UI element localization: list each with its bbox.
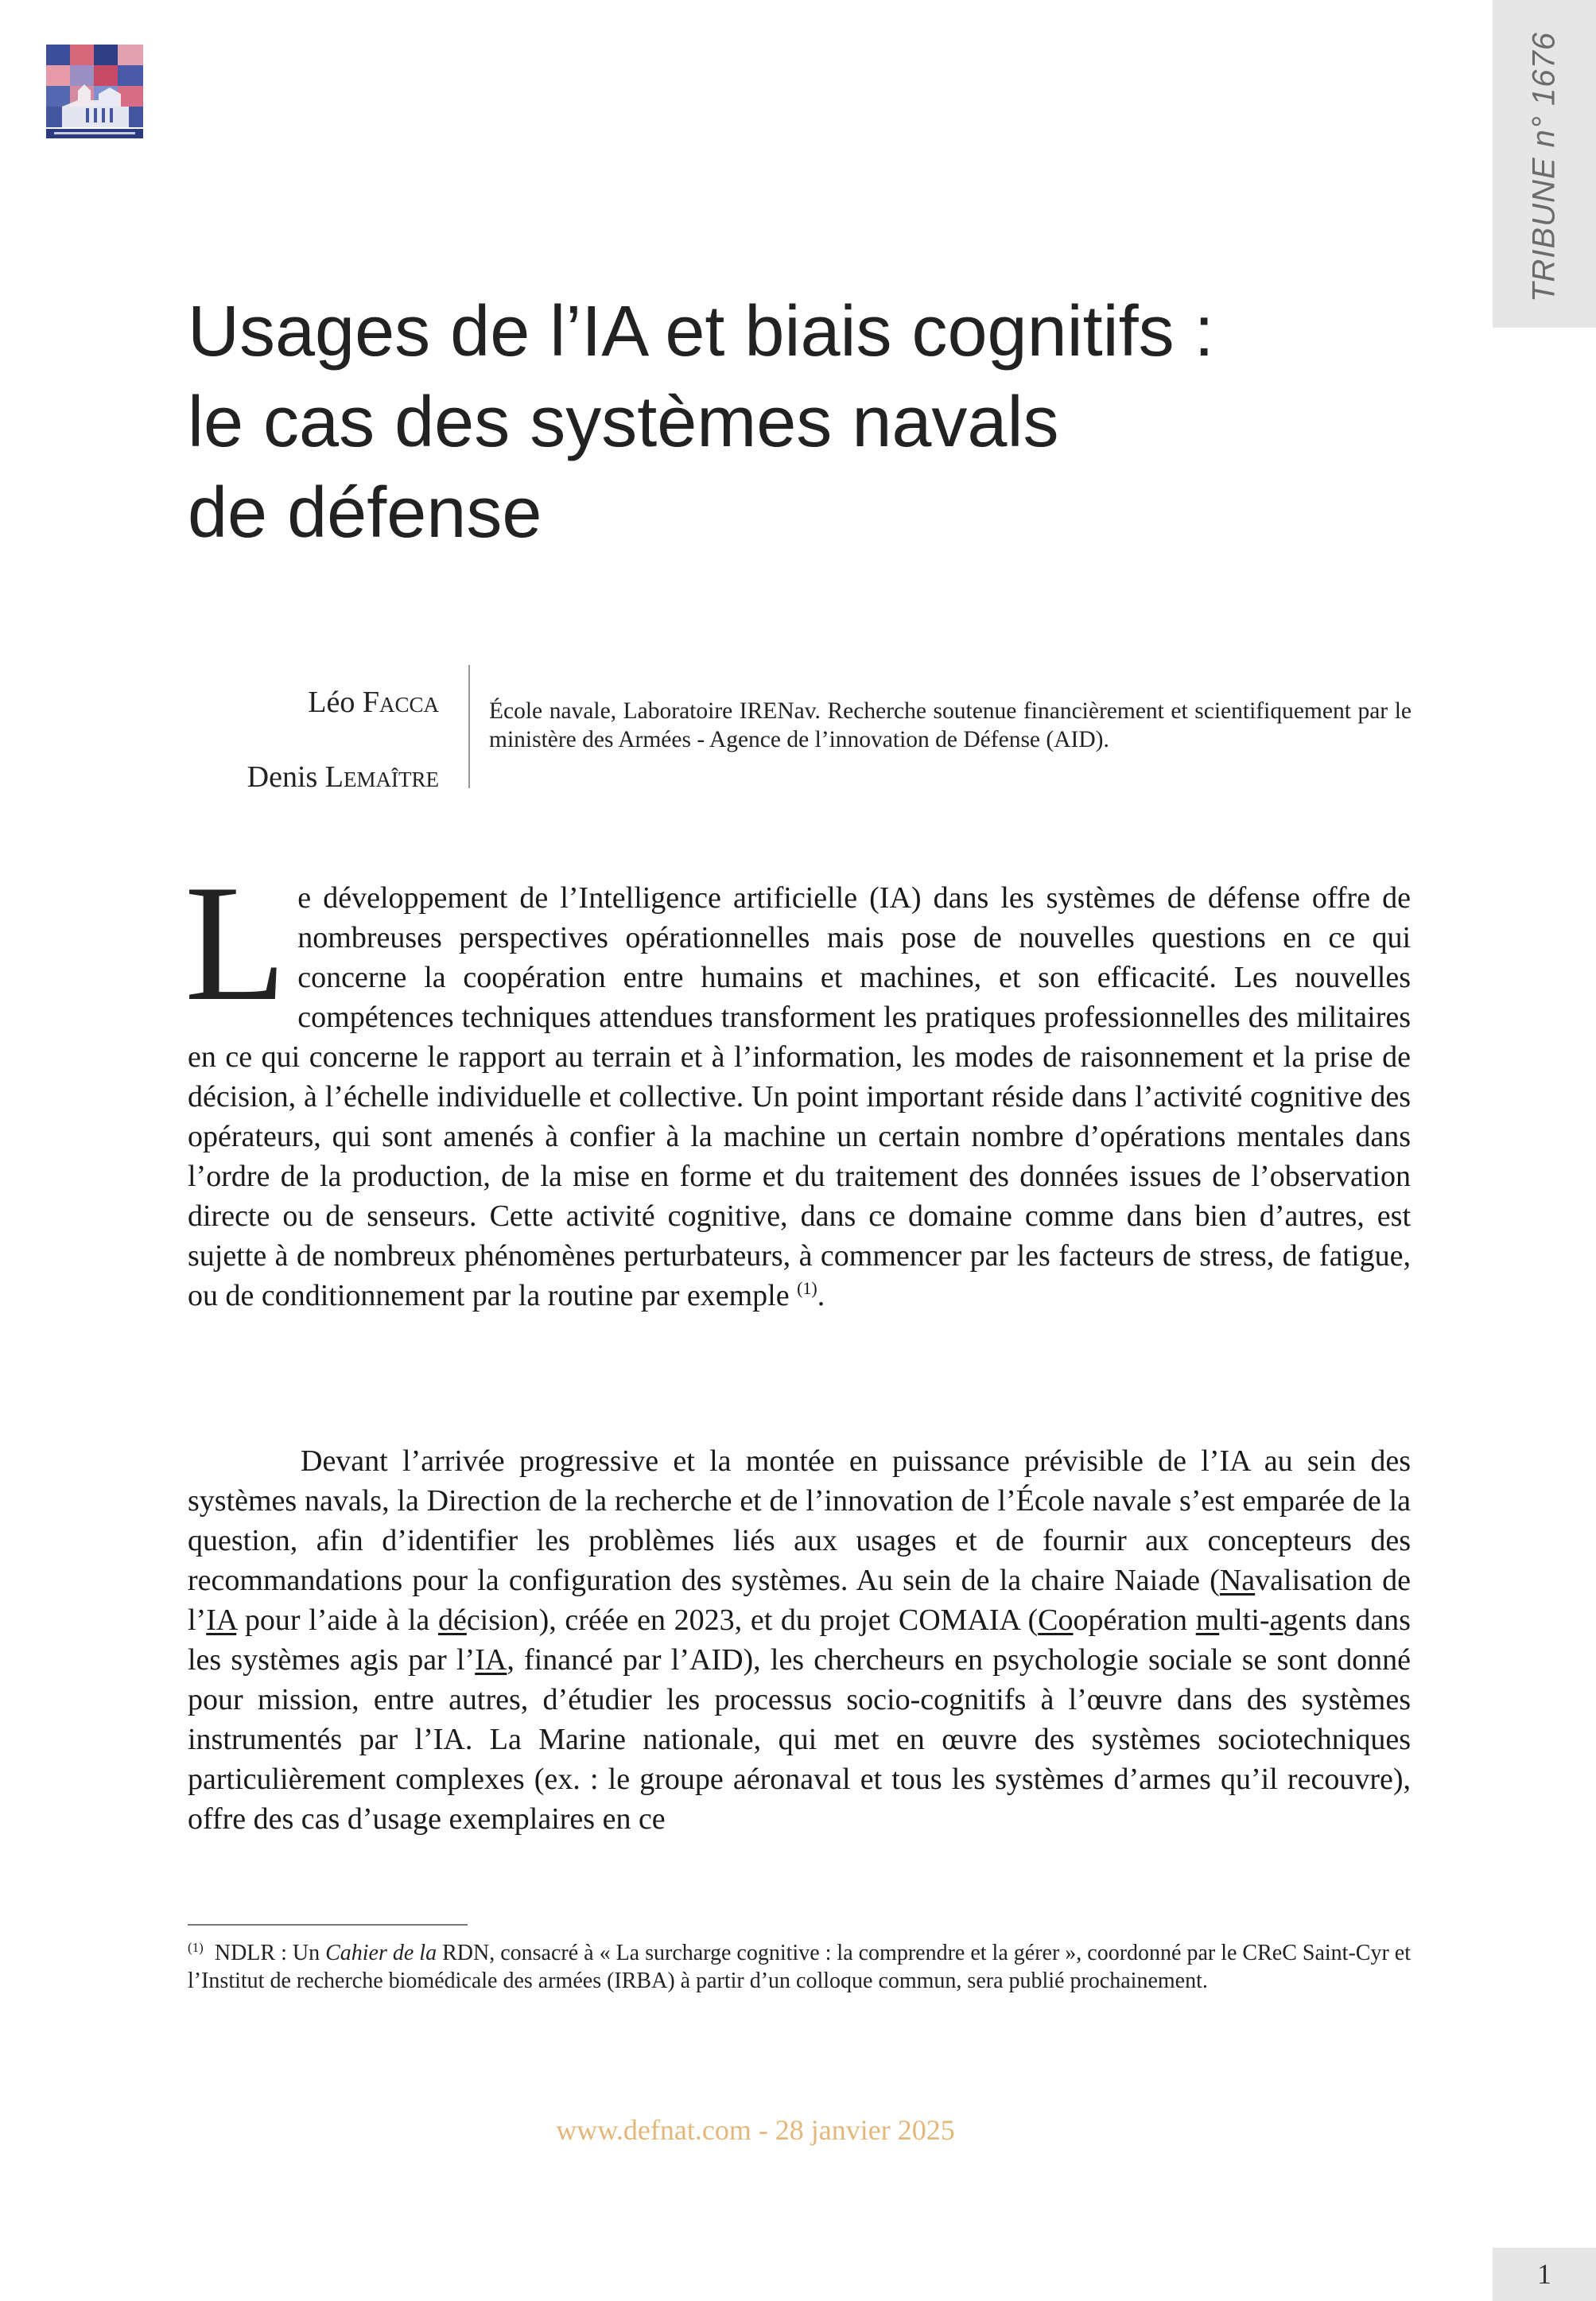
acronym-underline: Co — [1038, 1603, 1074, 1637]
acronym-underline: Na — [1219, 1564, 1256, 1597]
footnote-divider — [188, 1924, 468, 1926]
title-line: de défense — [188, 473, 542, 553]
publisher-logo — [46, 45, 143, 140]
title-line: le cas des systèmes navals — [188, 383, 1059, 462]
text-run: valisation de l’ — [188, 1564, 1411, 1637]
author — [188, 740, 439, 814]
author — [188, 665, 439, 740]
series-tab — [1493, 0, 1596, 328]
footnote-text: NDLR : Un — [214, 1941, 326, 1965]
paragraph-text: e développement de l’Intelligence artificielle (IA) dans les systèmes de défense offre de nombreuses perspectives opérationnelles mais pose de nouvelles questions en ce qui concerne la coopération entre humains et machines, et son efficacité. Les nouvelles compétences techniques attendues transforment les pratiques professionnelles des militaires en ce qui concerne le rapport au terrain et à l’information, les modes de raisonnement et la prise de décision, à l’échelle individuelle et collective. Un point important réside dans l’activité cognitive des opérateurs, qui sont amenés à confier à la machine un certain nombre d’opérations mentales dans l’ordre de la production, de la mise en forme et du traitement des données issues de l’observation directe ou de senseurs. Cette activité cognitive, dans ce domaine comme dans bien d’autres, est sujette à de nombreux phénomènes perturbateurs, à commencer par les facteurs de stress, de fatigue, ou de conditionnement par la routine par exemple — [188, 881, 1411, 1312]
paragraph-end: . — [817, 1279, 825, 1312]
footnote-reference[interactable]: (1) — [797, 1278, 817, 1298]
footnote-italic-title: Cahier de la — [325, 1941, 437, 1965]
page-footer[interactable]: www.defnat.com - 28 janvier 2025 — [556, 2114, 955, 2146]
author-last-name: Facca — [362, 686, 439, 719]
text-run: pour l’aide à la — [236, 1603, 438, 1637]
author-first-name: Léo — [308, 686, 355, 719]
title-line: Usages de l’IA et biais cognitifs : — [188, 292, 1214, 371]
acronym-underline: dé — [437, 1603, 467, 1637]
drop-cap: L — [184, 851, 287, 1036]
text-run: opération — [1073, 1603, 1196, 1637]
page-number-box — [1493, 2248, 1596, 2301]
author-divider — [468, 665, 470, 788]
ecole-militaire-logo-icon — [46, 45, 143, 140]
footnote — [188, 1939, 1411, 1995]
article-title — [188, 286, 1460, 558]
body-paragraph — [188, 1441, 1411, 1839]
author-first-name: Denis — [247, 760, 318, 794]
text-run: ulti- — [1219, 1603, 1270, 1637]
acronym-underline: IA — [206, 1603, 237, 1637]
tribune-number: TRIBUNE n° 1676 — [1526, 31, 1562, 303]
text-run: , financé par l’AID), les chercheurs en psychologie sociale se sont donné pour mission, entre autres, d’étudier les processus socio-cognitifs à l’œuvre dans des systèmes instrumentés par l’IA. La Marine nationale, qui met en œuvre des systèmes sociotechniques particulièrement complexes (ex. : le groupe aéronaval et tous les systèmes d’armes qu’il recouvre), offre des cas d’usage exemplaires en ce — [188, 1643, 1411, 1836]
author-affiliation: École navale, Laboratoire IRENav. Recherche soutenue financièrement et scientifiquement par le ministère des Armées - Agence de l’innovation de Défense (AID). — [489, 698, 1412, 752]
author-last-name: Lemaître — [324, 760, 439, 794]
page-number: 1 — [1537, 2258, 1551, 2290]
author-list — [188, 665, 439, 814]
text-run: Devant l’arrivée progressive et la montée en puissance prévisible de l’IA au sein des systèmes navals, la Direction de la recherche et de l’innovation de l’École navale s’est emparée de la question, afin d’identifier les problèmes liés aux usages et de fournir aux concepteurs des recommandations pour la configuration des systèmes. Au sein de la chaire Naiade ( — [188, 1444, 1411, 1597]
footnote-marker: (1) — [188, 1940, 204, 1955]
acronym-underline: a — [1269, 1603, 1283, 1637]
acronym-underline: IA — [475, 1643, 507, 1677]
text-run: cision), créée en 2023, et du projet COMAIA ( — [466, 1603, 1039, 1637]
body-paragraph — [184, 851, 1411, 1316]
text-run: gents dans les systèmes agis par l’ — [188, 1603, 1411, 1677]
acronym-underline: m — [1195, 1603, 1220, 1637]
footnote-text: RDN, consacré à « La surcharge cognitive : la comprendre et la gérer », coordonné par le CReC Saint-Cyr et l’Institut de recherche biomédicale des armées (IRBA) à partir d’un colloque commun, sera publié prochainement. — [188, 1941, 1411, 1993]
